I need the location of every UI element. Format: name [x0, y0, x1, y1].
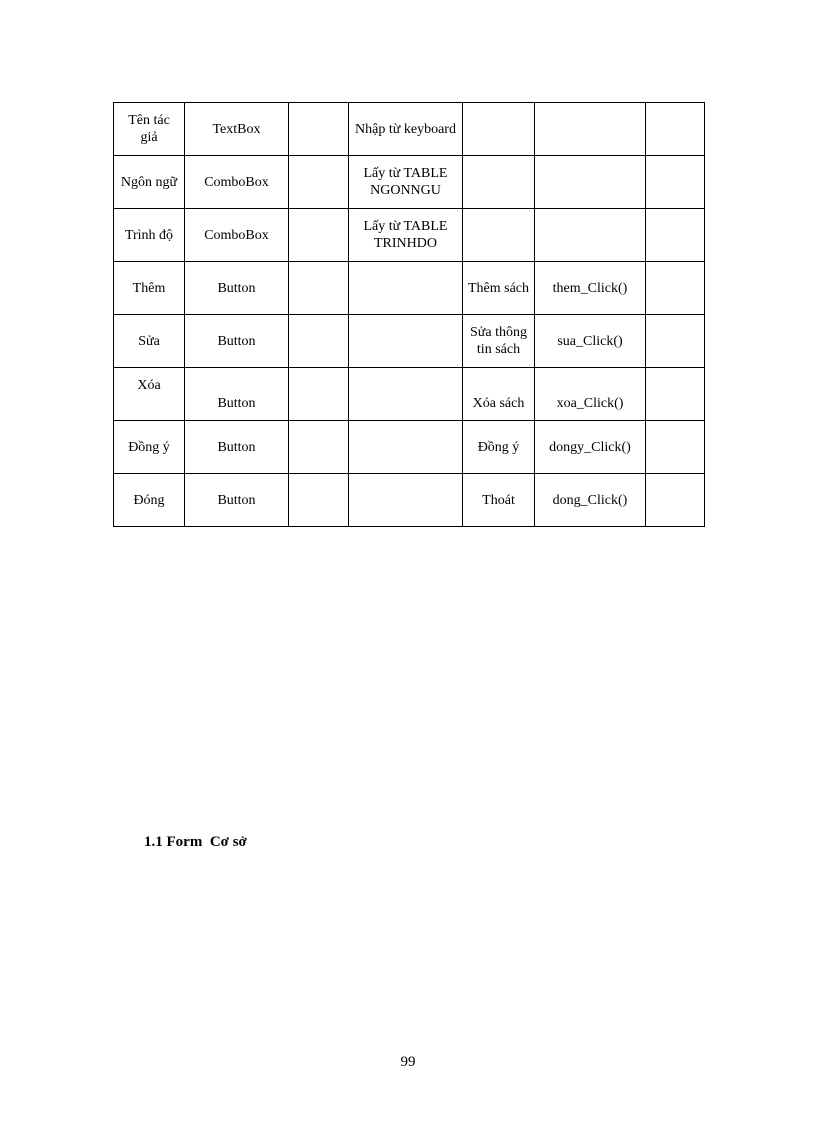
- table-cell: [646, 262, 705, 315]
- table-cell: [463, 103, 535, 156]
- table-cell: [289, 262, 349, 315]
- table-cell: [646, 315, 705, 368]
- table-cell: Lấy từ TABLE NGONNGU: [349, 156, 463, 209]
- table-cell: Ngôn ngữ: [114, 156, 185, 209]
- table-cell: Thêm sách: [463, 262, 535, 315]
- table-cell: Button: [185, 262, 289, 315]
- table-cell: TextBox: [185, 103, 289, 156]
- table-cell: [349, 474, 463, 527]
- table-cell: sua_Click(): [535, 315, 646, 368]
- table-cell: Trình độ: [114, 209, 185, 262]
- table-cell: Nhập từ keyboard: [349, 103, 463, 156]
- table-cell: [646, 421, 705, 474]
- table-cell: Tên tác giả: [114, 103, 185, 156]
- table-cell: [349, 262, 463, 315]
- table-cell: [349, 315, 463, 368]
- table-cell: Đồng ý: [114, 421, 185, 474]
- table-cell: [349, 421, 463, 474]
- table-cell: [289, 368, 349, 421]
- table-row: [114, 421, 705, 474]
- table-cell: Đóng: [114, 474, 185, 527]
- table-cell: Lấy từ TABLE TRINHDO: [349, 209, 463, 262]
- table-cell: [289, 474, 349, 527]
- table-cell: ComboBox: [185, 209, 289, 262]
- table-cell: [646, 209, 705, 262]
- table-cell: [646, 474, 705, 527]
- table-row: [114, 156, 705, 209]
- table-cell: [646, 103, 705, 156]
- table-row: [114, 209, 705, 262]
- table-cell: ComboBox: [185, 156, 289, 209]
- table-cell: Thêm: [114, 262, 185, 315]
- table-cell: [535, 156, 646, 209]
- page-number: 99: [400, 1054, 416, 1070]
- table-cell: [289, 421, 349, 474]
- table-cell: Button: [185, 368, 289, 421]
- table-row: [114, 474, 705, 527]
- table-cell: [463, 156, 535, 209]
- table-cell: xoa_Click(): [535, 368, 646, 421]
- table-row: [114, 368, 705, 421]
- table-cell: dongy_Click(): [535, 421, 646, 474]
- table-cell: [646, 156, 705, 209]
- table-cell: [289, 315, 349, 368]
- table-cell: Sửa: [114, 315, 185, 368]
- table-cell: Button: [185, 315, 289, 368]
- table-cell: [289, 156, 349, 209]
- table-cell: Thoát: [463, 474, 535, 527]
- section-heading: 1.1 Form Cơ sở: [144, 834, 247, 850]
- table-cell: [289, 209, 349, 262]
- table-cell: [646, 368, 705, 421]
- table-cell: Xóa: [114, 368, 185, 421]
- table-cell: [535, 209, 646, 262]
- table-cell: dong_Click(): [535, 474, 646, 527]
- table-row: [114, 315, 705, 368]
- table-cell: [463, 209, 535, 262]
- table-cell: [349, 368, 463, 421]
- table-row: [114, 103, 705, 156]
- table-cell: Button: [185, 421, 289, 474]
- table-cell: Đồng ý: [463, 421, 535, 474]
- table-cell: Xóa sách: [463, 368, 535, 421]
- table-cell: them_Click(): [535, 262, 646, 315]
- controls-table: [113, 102, 705, 527]
- table-cell: [289, 103, 349, 156]
- table-cell: Sửa thông tin sách: [463, 315, 535, 368]
- table-row: [114, 262, 705, 315]
- table-cell: [535, 103, 646, 156]
- table-cell: Button: [185, 474, 289, 527]
